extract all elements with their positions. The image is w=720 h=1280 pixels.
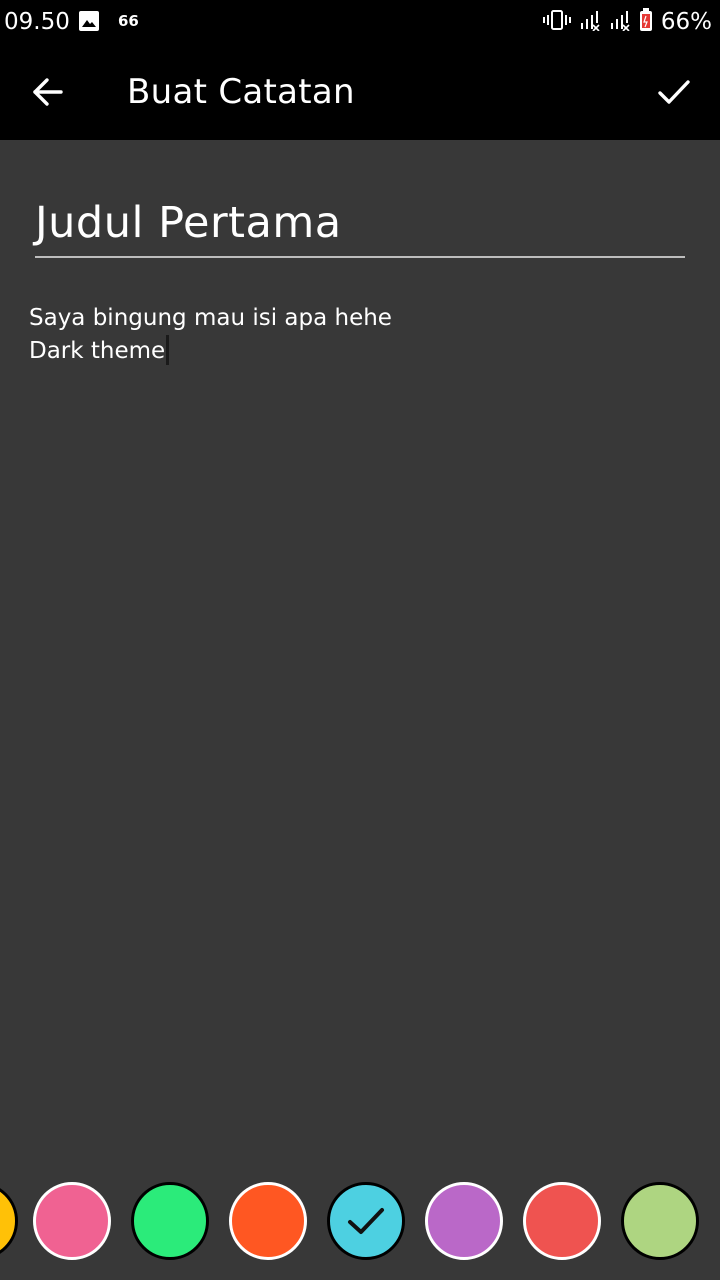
color-picker[interactable] — [0, 1176, 720, 1272]
battery-icon — [639, 8, 653, 36]
note-body-input[interactable] — [29, 302, 689, 368]
note-body-line: Dark theme — [29, 335, 689, 368]
text-caret — [166, 335, 169, 365]
arrow-left-icon — [31, 75, 65, 109]
color-swatch-pink[interactable] — [33, 1182, 111, 1260]
app-toolbar — [0, 44, 720, 140]
note-title-input[interactable]: Judul Pertama — [35, 198, 342, 248]
notification-count: 66 — [118, 12, 139, 30]
color-swatch-green[interactable] — [131, 1182, 209, 1260]
check-icon — [656, 74, 692, 110]
vibrate-icon — [543, 9, 571, 35]
back-button[interactable] — [22, 66, 74, 118]
color-swatch-amber[interactable] — [0, 1182, 18, 1260]
page-title: Buat Catatan — [127, 72, 355, 112]
gallery-notification-icon — [78, 10, 100, 32]
color-swatch-deep-orange[interactable] — [229, 1182, 307, 1260]
color-swatch-purple[interactable] — [425, 1182, 503, 1260]
color-swatch-light-green[interactable] — [621, 1182, 699, 1260]
status-bar — [0, 0, 720, 44]
battery-percent: 66% — [660, 9, 712, 35]
note-body-line: Saya bingung mau isi apa hehe — [29, 305, 392, 331]
status-time: 09.50 — [4, 9, 70, 35]
selected-check-icon — [344, 1199, 388, 1243]
signal-sim2-icon — [609, 9, 631, 35]
color-swatch-cyan[interactable] — [327, 1182, 405, 1260]
status-indicators — [543, 6, 712, 38]
signal-sim1-icon — [579, 9, 601, 35]
note-title-field[interactable] — [35, 192, 685, 258]
color-swatch-red[interactable] — [523, 1182, 601, 1260]
save-button[interactable] — [646, 64, 702, 120]
